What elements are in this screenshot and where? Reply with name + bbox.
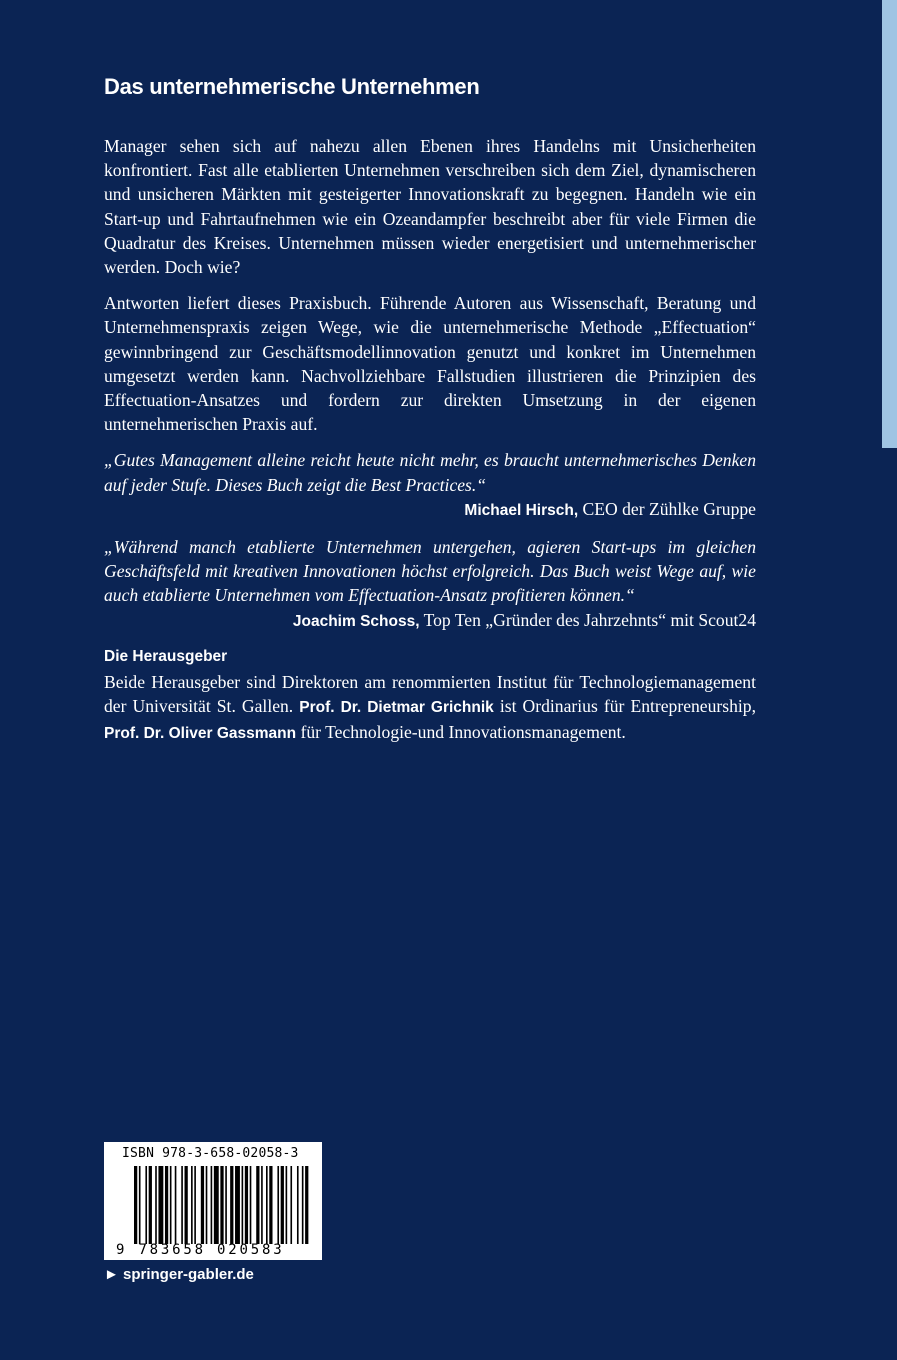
- barcode-bar: [235, 1166, 240, 1244]
- isbn-number: ISBN 978-3-658-02058-3: [122, 1146, 299, 1161]
- editors-text: für Technologie-und Innovationsmanagement.: [296, 722, 626, 743]
- barcode-bar: [256, 1166, 259, 1244]
- paragraph-answers: Antworten liefert dieses Praxisbuch. Führende Autoren aus Wissenschaft, Beratung und Unternehmenspraxis zeigen Wege, wie die unternehmerische Methode „Effectuation“ gewinnbringend zur Geschäftsmodellinnovation genutzt und konkret im Unternehmen umgesetzt werden kann. Nachvollziehbare Fallstudien illustrieren die Prinzipien des Effectuation-Ansatzes und fordern zur direkten Umsetzung in der eigenen unternehmerischen Praxis auf.: [104, 293, 756, 435]
- barcode-bar: [201, 1166, 204, 1244]
- barcode-bar: [155, 1166, 157, 1244]
- publisher-website-link[interactable]: ► springer-gabler.de: [104, 1266, 254, 1283]
- quote-hirsch: „Gutes Management alleine reicht heute nicht mehr, es braucht unternehmerisches Denken auf jeder Stufe. Dieses Buch zeigt die Best Practices.“: [104, 450, 756, 495]
- barcode-bar: [175, 1166, 177, 1244]
- barcode-bar: [211, 1166, 213, 1244]
- barcode-bar: [290, 1166, 292, 1244]
- editor-name: Prof. Dr. Dietmar Grichnik: [299, 699, 494, 717]
- editors-paragraph: [104, 670, 756, 747]
- barcode-bar: [261, 1166, 263, 1244]
- barcode-bar: [206, 1166, 208, 1244]
- editors-heading: Die Herausgeber: [104, 647, 228, 665]
- accent-strip: [882, 0, 897, 448]
- barcode-bar: [194, 1166, 196, 1244]
- barcode-bar: [269, 1166, 272, 1244]
- attribution-hirsch: [104, 497, 756, 523]
- barcode-bar: [149, 1166, 152, 1244]
- barcode-bar: [250, 1166, 252, 1244]
- quote-schoss: „Während manch etablierte Unternehmen untergehen, agieren Start-ups im gleichen Geschäftsfeld mit kreativen Innovationen höchst erfolgreich. Das Buch weist Wege auf, wie auch etablierte Unternehmen vom Effectuation-Ansatz profitieren können.“: [104, 537, 756, 606]
- barcode-bar: [220, 1166, 223, 1244]
- barcode-bar: [165, 1166, 168, 1244]
- isbn-barcode: [104, 1142, 322, 1260]
- barcode-bar: [266, 1166, 268, 1244]
- barcode-bars: [134, 1166, 310, 1244]
- quote-author-role: Top Ten „Gründer des Jahrzehnts“ mit Scout24: [419, 609, 756, 630]
- barcode-bar: [134, 1166, 137, 1244]
- barcode-bar: [139, 1166, 141, 1244]
- barcode-bar: [277, 1166, 279, 1244]
- barcode-bar: [286, 1166, 288, 1244]
- editor-name: Prof. Dr. Oliver Gassmann: [104, 725, 297, 743]
- quote-author-name: Joachim Schoss,: [292, 612, 420, 630]
- quote-author-role: CEO der Zühlke Gruppe: [578, 498, 756, 519]
- barcode-bar: [181, 1166, 183, 1244]
- attribution-schoss: [104, 608, 756, 634]
- barcode-bar: [305, 1166, 308, 1244]
- editors-text: ist Ordinarius für Entrepreneurship,: [493, 696, 757, 717]
- barcode-bar: [214, 1166, 219, 1244]
- paragraph-intro: Manager sehen sich auf nahezu allen Ebenen ihres Handelns mit Unsicherheiten konfrontiert. Fast alle etablierten Unternehmen verschreiben sich dem Ziel, dynamischeren und unsicheren Märkten mit gesteigerter Innovationskraft zu begegnen. Handeln wie ein Start-up und Fahrtaufnehmen wie ein Ozeandampfer beschreibt aber für viele Firmen die Quadratur des Kreises. Unternehmen müssen wieder energetisiert und unternehmerischer werden. Doch wie?: [104, 136, 756, 278]
- back-cover-text: [104, 72, 756, 758]
- barcode-bar: [302, 1166, 304, 1244]
- quote-author-name: Michael Hirsch,: [464, 501, 579, 519]
- barcode-bar: [191, 1166, 193, 1244]
- barcode-bar: [158, 1166, 163, 1244]
- barcode-bar: [170, 1166, 172, 1244]
- barcode-bar: [245, 1166, 248, 1244]
- ean-digits: 9 783658 020583: [116, 1242, 285, 1258]
- book-title: Das unternehmerische Unternehmen: [104, 74, 480, 99]
- barcode-bar: [297, 1166, 299, 1244]
- barcode-bar: [145, 1166, 147, 1244]
- accent-strip-lower: [882, 448, 897, 1360]
- barcode-bar: [185, 1166, 188, 1244]
- barcode-bar: [281, 1166, 284, 1244]
- barcode-bar: [242, 1166, 244, 1244]
- barcode-bar: [230, 1166, 233, 1244]
- barcode-bar: [225, 1166, 227, 1244]
- editors-text: Beide Herausgeber sind Direktoren am renommierten Institut für Technologiemanagement der Universität St. Gallen.: [104, 671, 756, 717]
